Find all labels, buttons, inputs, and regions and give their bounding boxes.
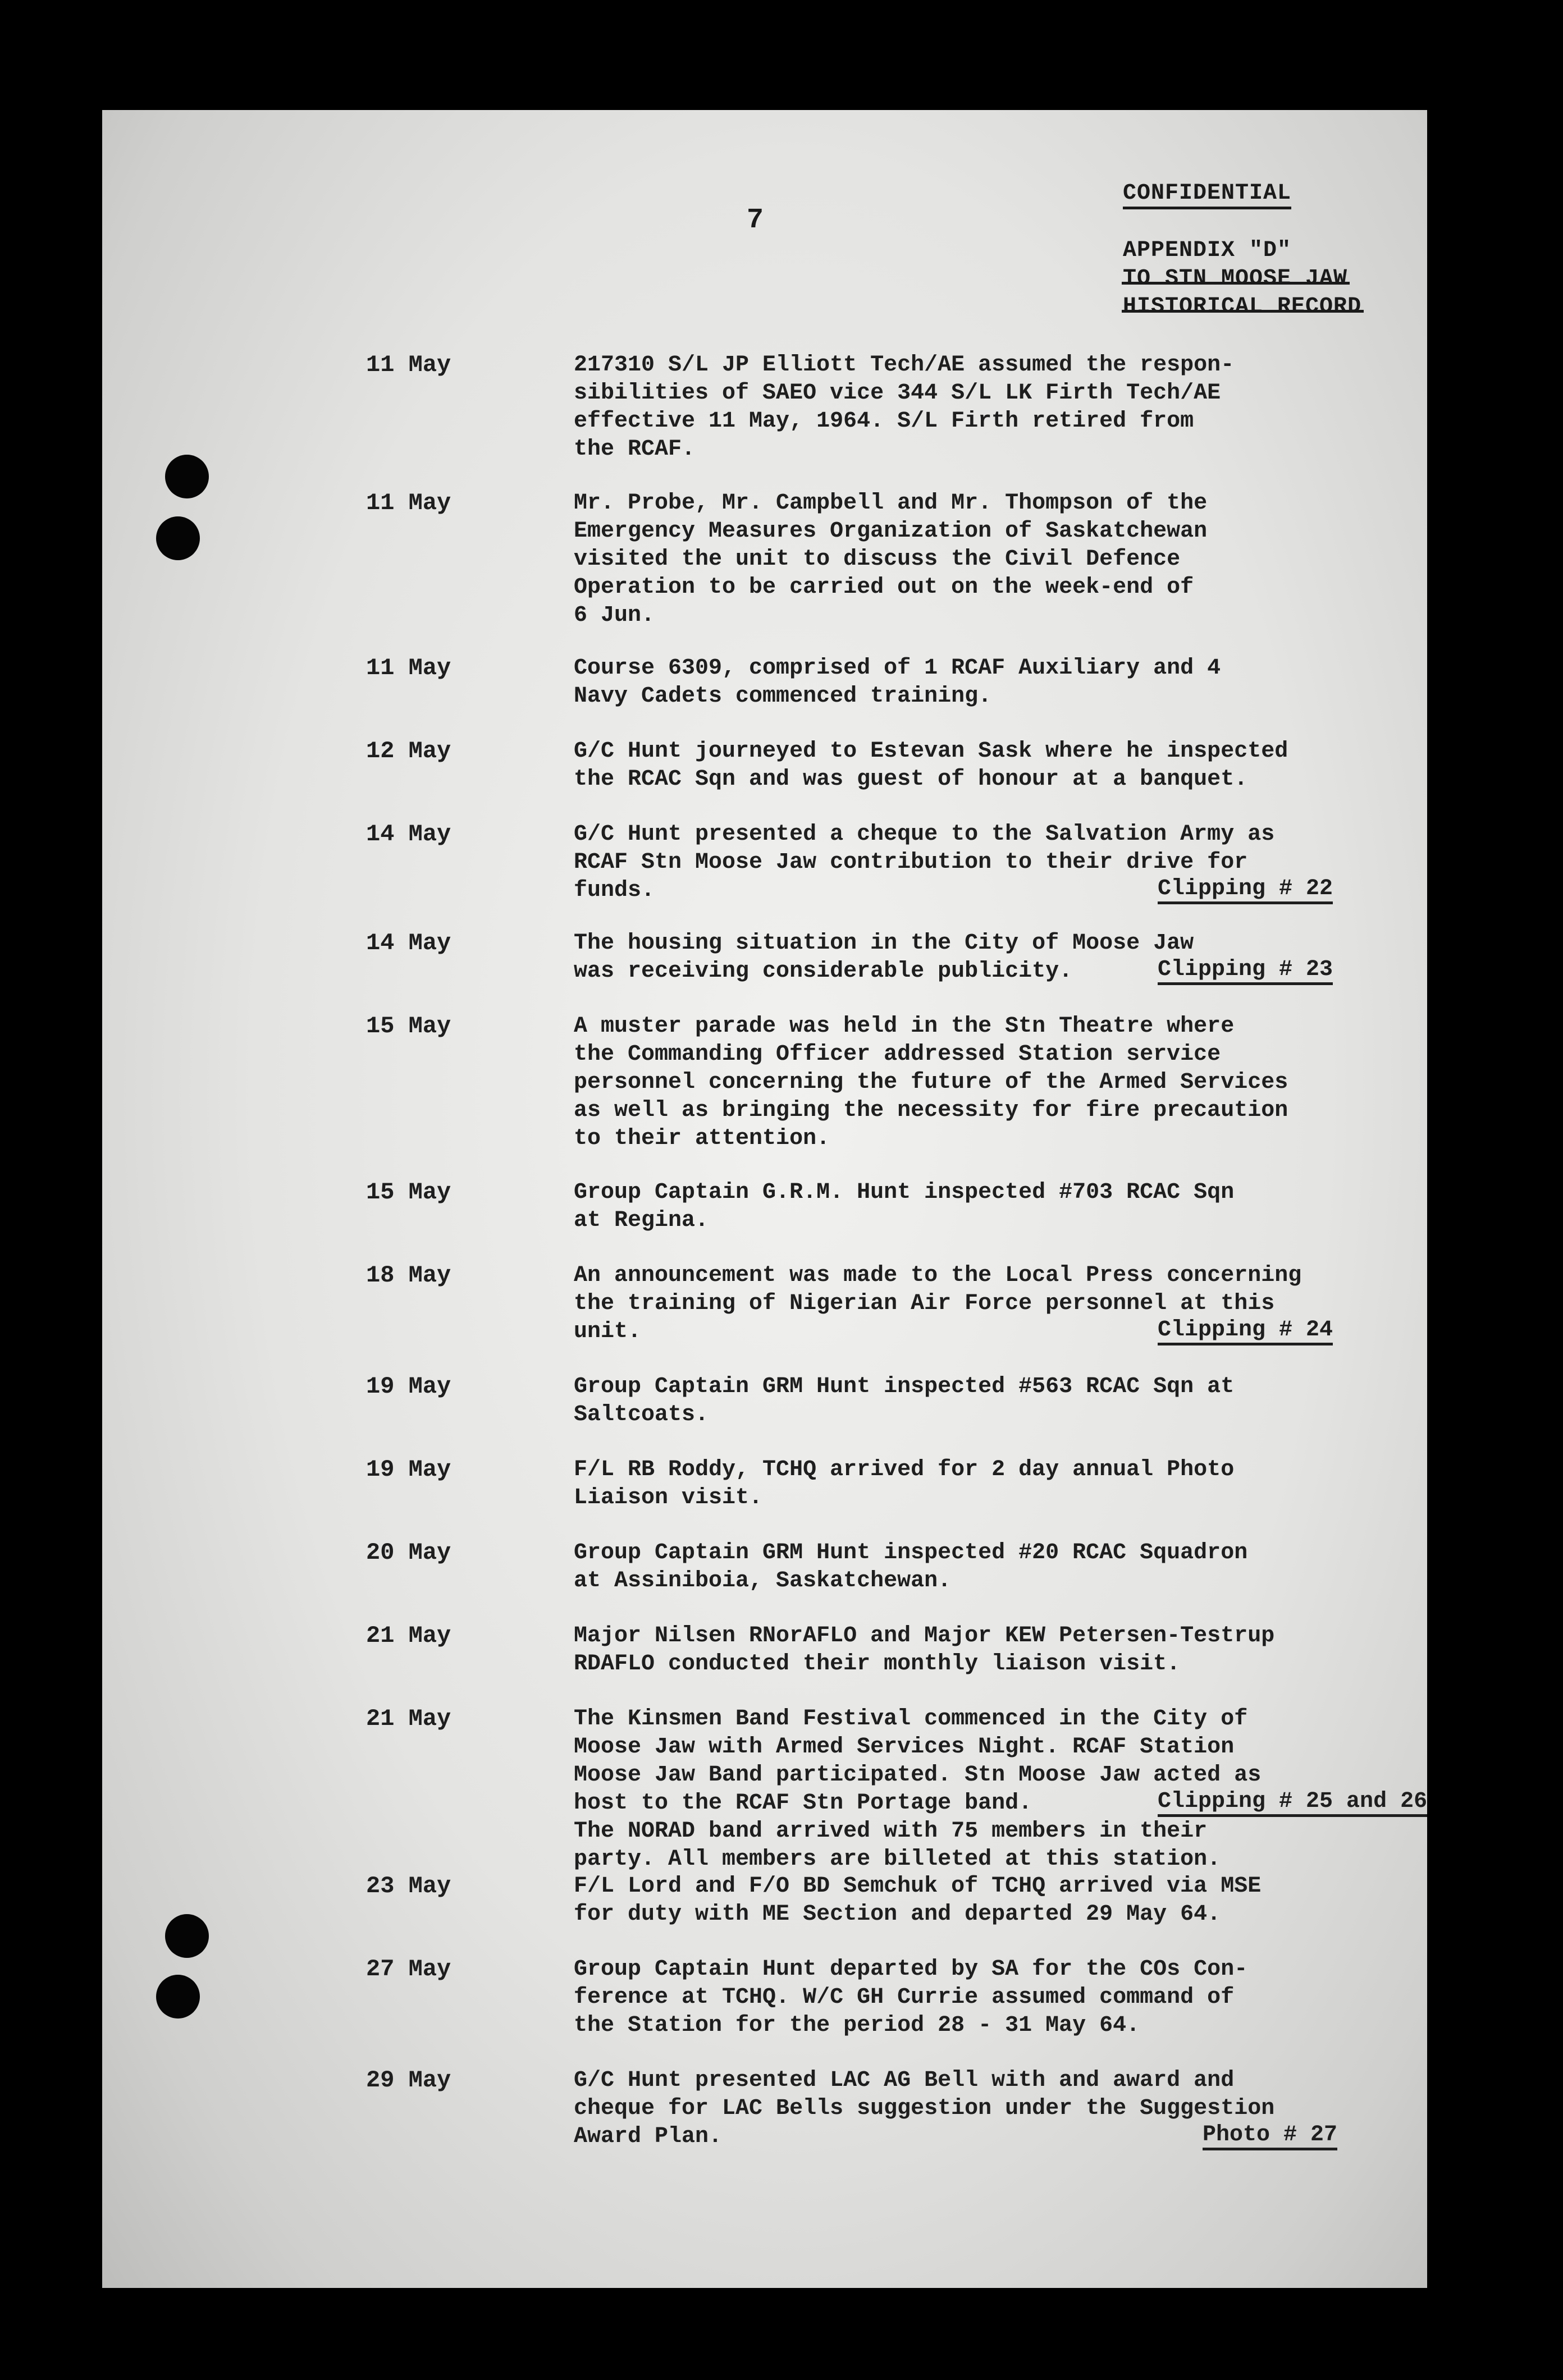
entry-line: 6 Jun. xyxy=(574,603,655,628)
entry-line: the RCAF. xyxy=(574,437,696,462)
entry-date: 15 May xyxy=(366,1013,451,1040)
entry-line: sibilities of SAEO vice 344 S/L LK Firth Tech/AE xyxy=(574,381,1221,406)
entry-date: 20 May xyxy=(366,1539,451,1566)
entry-line: Navy Cadets commenced training. xyxy=(574,684,992,709)
entry-line: Group Captain Hunt departed by SA for the COs Con- xyxy=(574,1957,1248,1982)
entry-line: Moose Jaw Band participated. Stn Moose Jaw acted as xyxy=(574,1763,1262,1788)
entry-line: the RCAC Sqn and was guest of honour at a banquet. xyxy=(574,767,1248,792)
punch-hole xyxy=(156,1975,200,2019)
entry-line: Liaison visit. xyxy=(574,1485,763,1511)
entry-line: G/C Hunt journeyed to Estevan Sask where he inspected xyxy=(574,739,1288,764)
clipping-reference: Clipping # 24 xyxy=(1158,1318,1333,1345)
entry-date: 21 May xyxy=(366,1622,451,1649)
entry-text xyxy=(574,1373,1349,1429)
entry-line: at Assiniboia, Saskatchewan. xyxy=(574,1568,952,1594)
entry-date: 11 May xyxy=(366,654,451,681)
appendix-line: HISTORICAL RECORD xyxy=(1123,293,1361,321)
entry-date: 27 May xyxy=(366,1956,451,1983)
entry-line: party. All members are billeted at this station. xyxy=(574,1847,1221,1872)
entry-line: Award Plan. xyxy=(574,2124,723,2149)
entry-line: effective 11 May, 1964. S/L Firth retired from xyxy=(574,409,1194,434)
clipping-reference: Clipping # 25 and 26 xyxy=(1158,1789,1427,1817)
appendix-heading xyxy=(1123,237,1361,321)
entry-line: The Kinsmen Band Festival commenced in the City of xyxy=(574,1706,1248,1732)
entry-text xyxy=(574,351,1349,464)
entry-text xyxy=(574,1013,1349,1153)
entry-line: Emergency Measures Organization of Saskatchewan xyxy=(574,519,1208,544)
confidential-heading xyxy=(1123,181,1291,209)
entry-line: RCAF Stn Moose Jaw contribution to their drive for xyxy=(574,850,1248,875)
entry-line: was receiving considerable publicity. xyxy=(574,959,1073,984)
entry-line: the Station for the period 28 - 31 May 64. xyxy=(574,2013,1140,2038)
entry-text xyxy=(574,738,1349,794)
entry-line: Major Nilsen RNorAFLO and Major KEW Petersen-Testrup xyxy=(574,1623,1275,1649)
entry-text xyxy=(574,1956,1349,2040)
entry-date: 14 May xyxy=(366,930,451,956)
entry-text xyxy=(574,489,1349,630)
entry-line: G/C Hunt presented LAC AG Bell with and award and xyxy=(574,2068,1235,2093)
entry-line: visited the unit to discuss the Civil Defence xyxy=(574,547,1181,572)
punch-hole xyxy=(156,516,200,560)
entry-line: Moose Jaw with Armed Services Night. RCAF Station xyxy=(574,1734,1235,1760)
entry-date: 12 May xyxy=(366,738,451,765)
entry-line: Operation to be carried out on the week-end of xyxy=(574,575,1194,600)
entry-line: 217310 S/L JP Elliott Tech/AE assumed the respon- xyxy=(574,353,1235,378)
entry-date: 19 May xyxy=(366,1456,451,1483)
page-number: 7 xyxy=(747,204,764,236)
entry-line: The NORAD band arrived with 75 members in their xyxy=(574,1819,1208,1844)
entry-text xyxy=(574,1456,1349,1512)
entry-line: the Commanding Officer addressed Station service xyxy=(574,1042,1221,1067)
entry-date: 15 May xyxy=(366,1179,451,1206)
document-page xyxy=(102,110,1427,2288)
entry-line: Group Captain GRM Hunt inspected #20 RCAC Squadron xyxy=(574,1540,1248,1566)
clipping-reference: Clipping # 22 xyxy=(1158,877,1333,904)
entry-text xyxy=(574,654,1349,711)
clipping-reference: Clipping # 23 xyxy=(1158,958,1333,985)
entry-date: 29 May xyxy=(366,2067,451,2094)
entry-line: G/C Hunt presented a cheque to the Salvation Army as xyxy=(574,822,1275,847)
entry-line: ference at TCHQ. W/C GH Currie assumed command of xyxy=(574,1985,1235,2010)
entry-line: RDAFLO conducted their monthly liaison visit. xyxy=(574,1651,1181,1677)
entry-date: 11 May xyxy=(366,489,451,516)
punch-hole xyxy=(165,455,209,498)
entry-line: host to the RCAF Stn Portage band. xyxy=(574,1791,1032,1816)
clipping-reference: Photo # 27 xyxy=(1203,2123,1337,2150)
entry-line: Course 6309, comprised of 1 RCAF Auxiliary and 4 xyxy=(574,656,1221,681)
entry-line: Group Captain GRM Hunt inspected #563 RCAC Sqn at xyxy=(574,1374,1235,1399)
entry-line: the training of Nigerian Air Force personnel at this xyxy=(574,1291,1275,1316)
entry-line: Mr. Probe, Mr. Campbell and Mr. Thompson of the xyxy=(574,491,1208,516)
entry-date: 14 May xyxy=(366,821,451,848)
entry-text xyxy=(574,1873,1349,1929)
entry-line: cheque for LAC Bells suggestion under the Suggestion xyxy=(574,2096,1275,2121)
entry-date: 21 May xyxy=(366,1705,451,1732)
entry-date: 11 May xyxy=(366,351,451,378)
entry-line: for duty with ME Section and departed 29 May 64. xyxy=(574,1902,1221,1927)
entry-line: funds. xyxy=(574,878,655,903)
punch-hole xyxy=(165,1914,209,1958)
entry-line: A muster parade was held in the Stn Theatre where xyxy=(574,1014,1235,1039)
entry-line: as well as bringing the necessity for fire precaution xyxy=(574,1098,1288,1123)
entry-line: F/L Lord and F/O BD Semchuk of TCHQ arrived via MSE xyxy=(574,1874,1262,1899)
appendix-line: TO STN MOOSE JAW xyxy=(1123,265,1347,293)
appendix-line: APPENDIX "D" xyxy=(1123,238,1292,263)
entry-line: An announcement was made to the Local Press concerning xyxy=(574,1263,1302,1288)
entry-line: F/L RB Roddy, TCHQ arrived for 2 day annual Photo xyxy=(574,1457,1235,1482)
entry-line: The housing situation in the City of Moose Jaw xyxy=(574,931,1194,956)
entry-date: 19 May xyxy=(366,1373,451,1400)
entry-line: to their attention. xyxy=(574,1126,830,1151)
entry-text xyxy=(574,1179,1349,1235)
entry-line: unit. xyxy=(574,1319,642,1344)
entry-text xyxy=(574,1622,1349,1678)
entry-line: at Regina. xyxy=(574,1208,709,1233)
entry-line: Group Captain G.R.M. Hunt inspected #703 RCAC Sqn xyxy=(574,1180,1235,1205)
entry-date: 23 May xyxy=(366,1873,451,1900)
entry-line: personnel concerning the future of the Armed Services xyxy=(574,1070,1288,1095)
entry-line: Saltcoats. xyxy=(574,1402,709,1427)
entry-date: 18 May xyxy=(366,1262,451,1289)
confidential-label: CONFIDENTIAL xyxy=(1123,181,1291,209)
entry-text xyxy=(574,1539,1349,1595)
